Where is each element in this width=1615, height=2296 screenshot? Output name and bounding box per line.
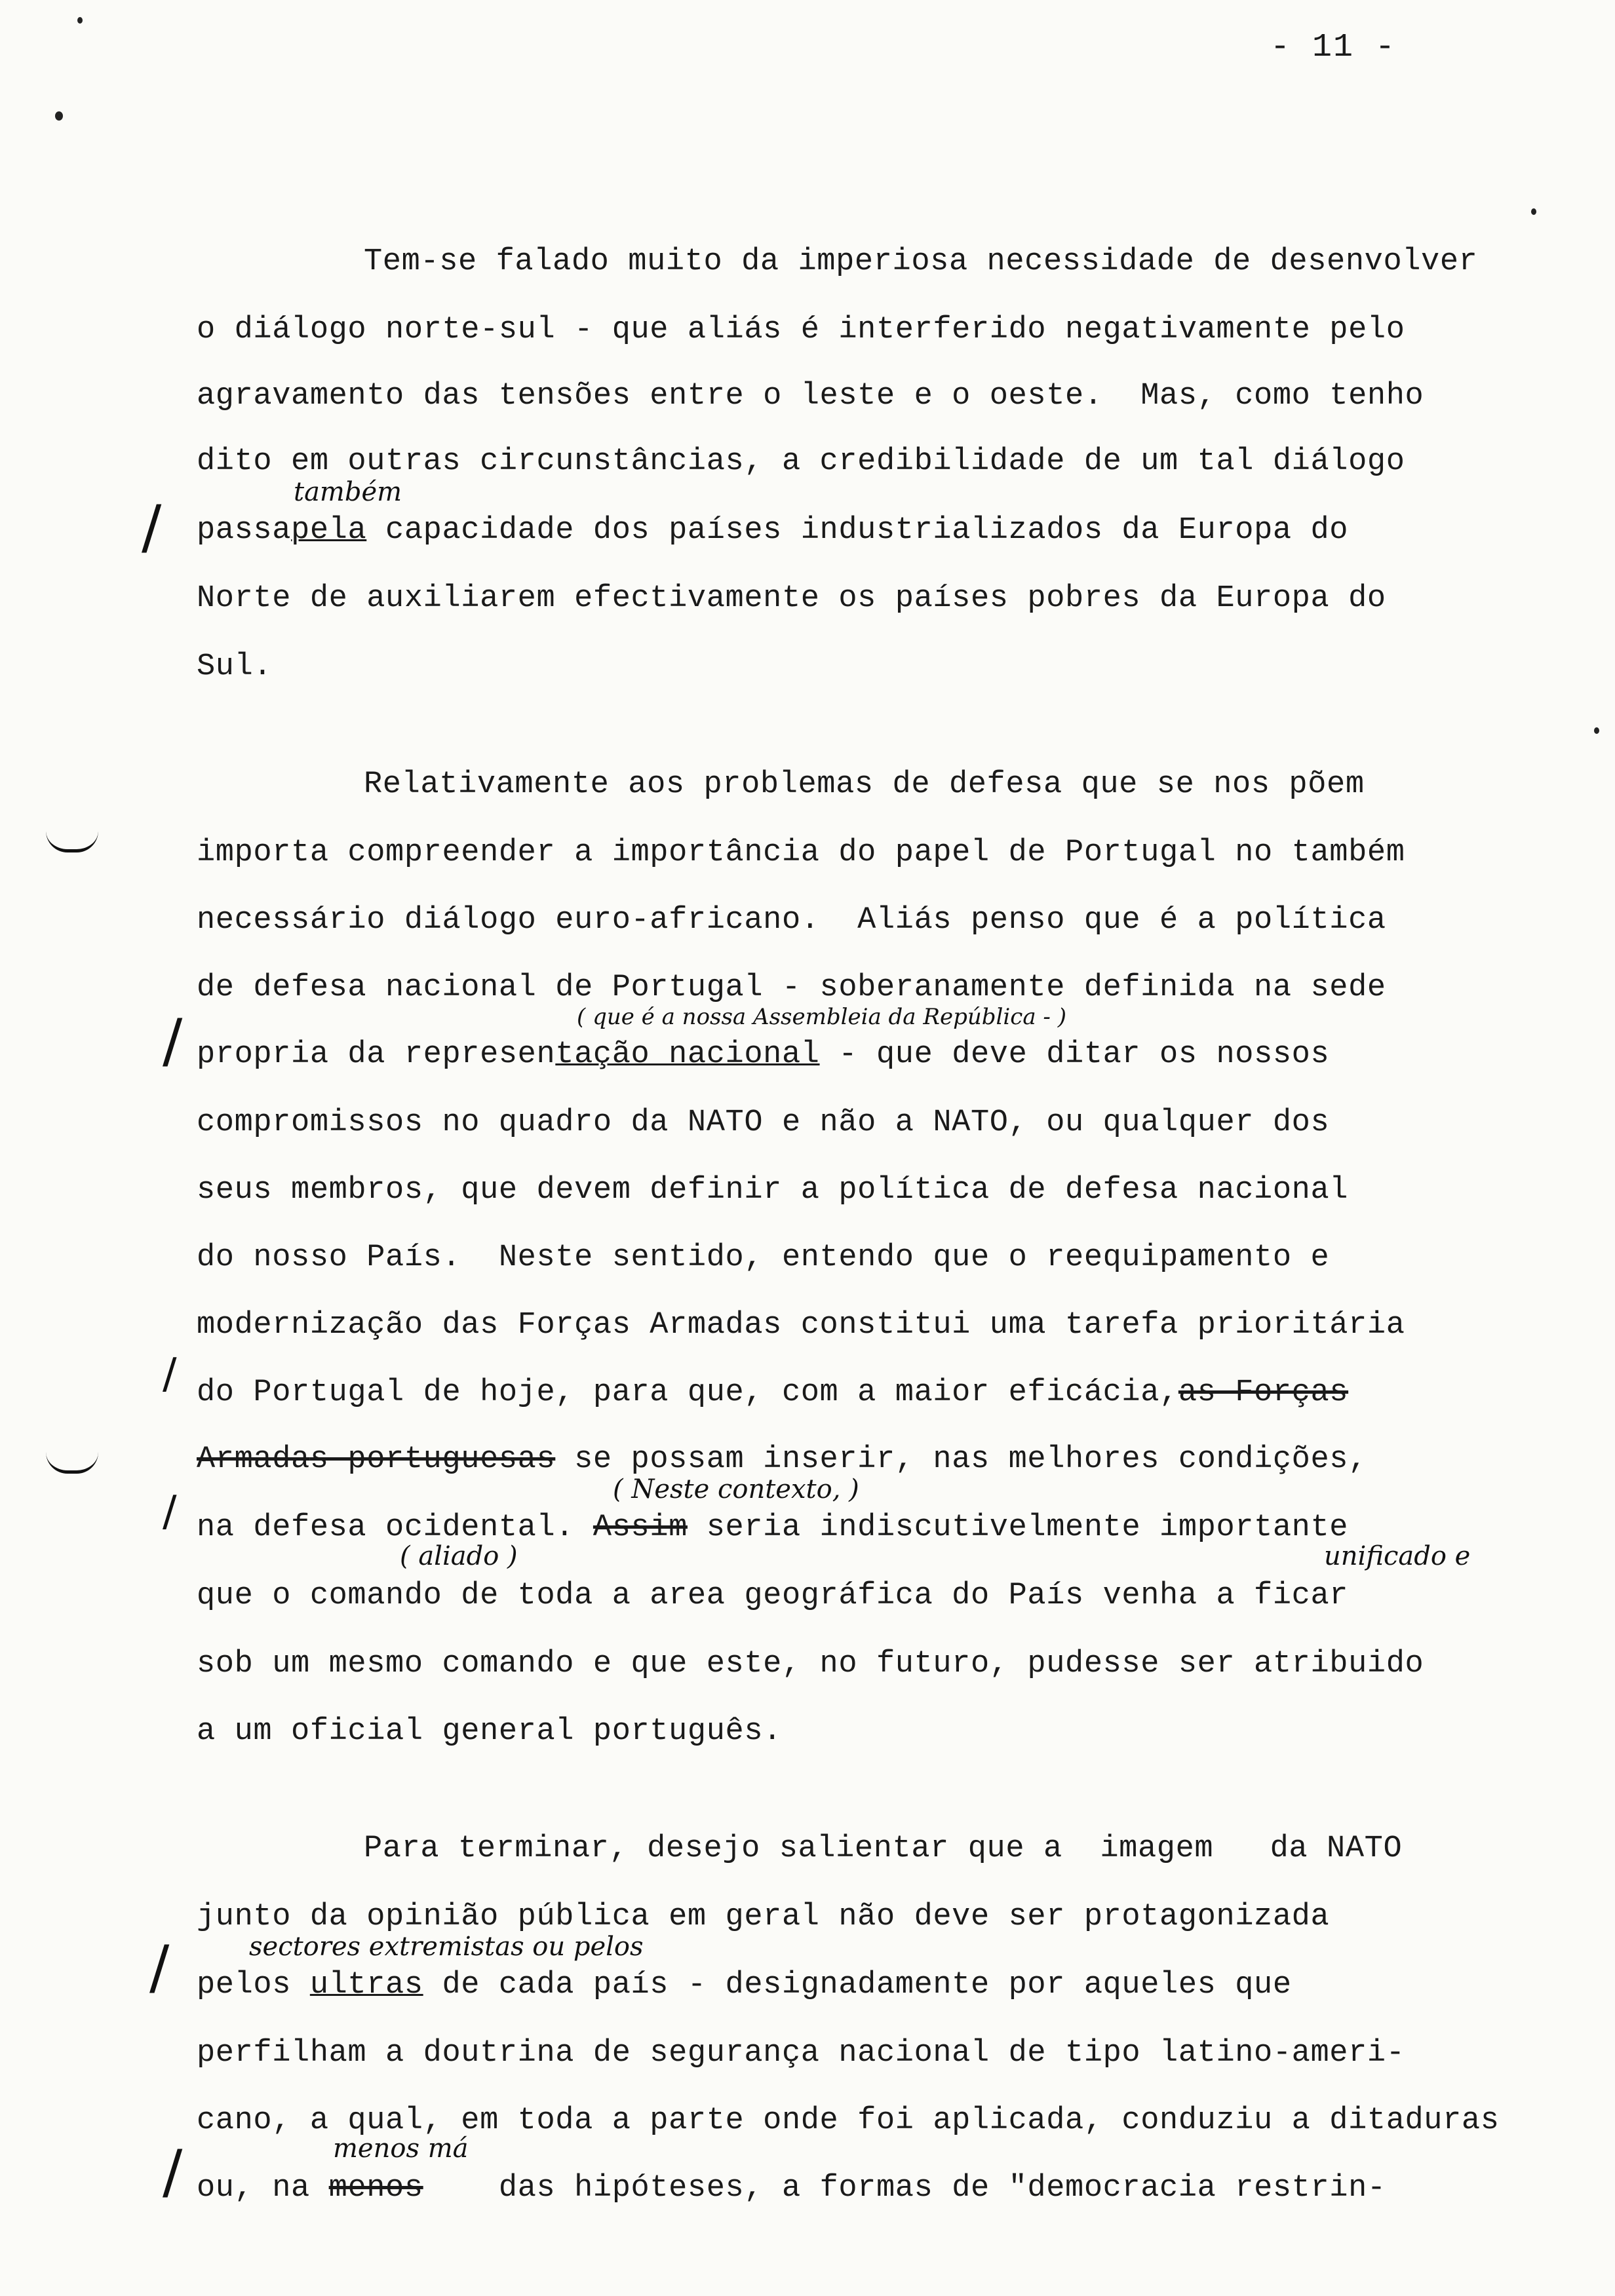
text-line: importa compreender a importância do papel de Portugal no também <box>197 835 1405 870</box>
text-line: Sul. <box>197 649 273 684</box>
handwritten-note: sectores extremistas ou pelos <box>249 1932 644 1962</box>
text-line: agravamento das tensões entre o leste e o oeste. Mas, como tenho <box>197 379 1424 413</box>
margin-mark: / <box>163 2137 183 2206</box>
text-line: sob um mesmo comando e que este, no futuro, pudesse ser atribuido <box>197 1647 1424 1681</box>
handwritten-note: ( que é a nossa Assembleia da República - ) <box>577 1004 1066 1030</box>
margin-mark: / <box>142 493 162 562</box>
speck <box>55 111 63 121</box>
text-line: Relativamente aos problemas de defesa que se nos põem <box>364 767 1365 802</box>
text-line: a um oficial general português. <box>197 1714 782 1749</box>
text-line: perfilham a doutrina de segurança nacional de tipo latino-ameri- <box>197 2036 1405 2071</box>
margin-arc <box>46 1452 98 1474</box>
text-line: ou, na menos das hipóteses, a formas de "democracia restrin- <box>197 2171 1386 2206</box>
text-line: seus membros, que devem definir a política de defesa nacional <box>197 1173 1349 1208</box>
text-line: do Portugal de hoje, para que, com a maior eficácia,as Forças <box>197 1375 1349 1410</box>
text-line: dito em outras circunstâncias, a credibilidade de um tal diálogo <box>197 444 1405 479</box>
handwritten-note: ( Neste contexto, ) <box>613 1474 859 1504</box>
text-line: que o comando de toda a area geográfica do País venha a ficar <box>197 1578 1349 1613</box>
margin-mark: / <box>163 1487 177 1536</box>
text-line: Tem-se falado muito da imperiosa necessidade de desenvolver <box>364 244 1478 279</box>
handwritten-note: menos má <box>333 2133 469 2164</box>
text-line: necessário diálogo euro-africano. Aliás penso que é a política <box>197 903 1386 938</box>
speck <box>77 17 83 24</box>
text-line: na defesa ocidental. Assim seria indiscutivelmente importante <box>197 1510 1349 1545</box>
handwritten-note: ( aliado ) <box>400 1541 518 1571</box>
text-line: Norte de auxiliarem efectivamente os países pobres da Europa do <box>197 581 1386 616</box>
handwritten-note: também <box>294 477 402 507</box>
margin-mark: / <box>163 1350 177 1398</box>
speck <box>1594 727 1599 734</box>
text-line: do nosso País. Neste sentido, entendo que o reequipamento e <box>197 1240 1330 1275</box>
text-line: compromissos no quadro da NATO e não a NATO, ou qualquer dos <box>197 1105 1330 1140</box>
text-line: propria da representação nacional - que deve ditar os nossos <box>197 1037 1330 1072</box>
margin-mark: / <box>149 1933 170 2002</box>
text-line: de defesa nacional de Portugal - soberanamente definida na sede <box>197 970 1386 1005</box>
text-line: pelos ultras de cada país - designadamente por aqueles que <box>197 1968 1292 2002</box>
page-number: - 11 - <box>1270 29 1397 66</box>
speck <box>1531 208 1536 215</box>
text-line: junto da opinião pública em geral não deve ser protagonizada <box>197 1900 1330 1934</box>
text-line: Armadas portuguesas se possam inserir, nas melhores condições, <box>197 1442 1367 1477</box>
margin-arc <box>46 831 98 852</box>
margin-mark: / <box>163 1006 183 1075</box>
handwritten-note: unificado e <box>1324 1541 1471 1571</box>
text-line: cano, a qual, em toda a parte onde foi aplicada, conduziu a ditaduras <box>197 2103 1500 2138</box>
text-line: o diálogo norte-sul - que aliás é interferido negativamente pelo <box>197 313 1405 347</box>
text-line: Para terminar, desejo salientar que a imagem da NATO <box>364 1831 1403 1866</box>
text-line: modernização das Forças Armadas constitui uma tarefa prioritária <box>197 1308 1405 1343</box>
text-line: passapela capacidade dos países industrializados da Europa do <box>197 513 1349 548</box>
